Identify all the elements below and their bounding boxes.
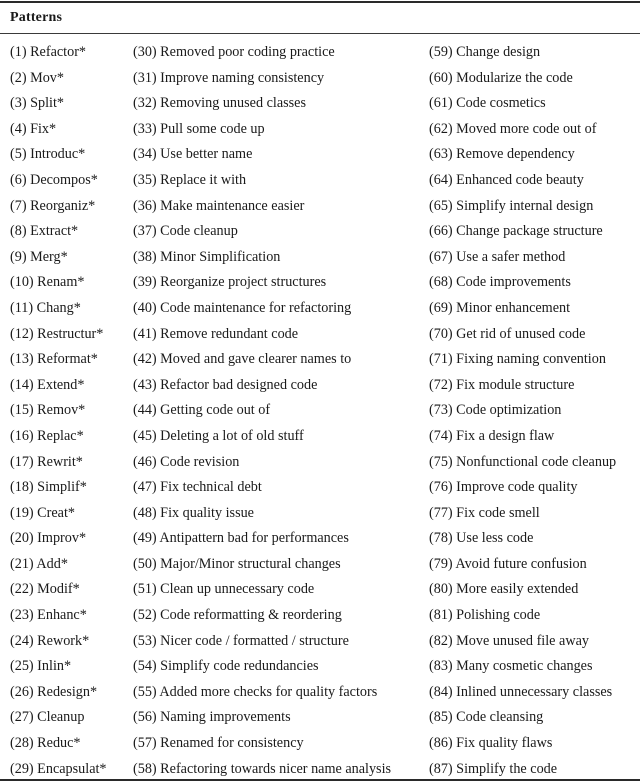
- pattern-cell: (47) Fix technical debt: [133, 479, 262, 496]
- pattern-cell: (61) Code cosmetics: [429, 95, 546, 112]
- table-row: [0, 168, 640, 194]
- pattern-cell: (69) Minor enhancement: [429, 299, 571, 316]
- pattern-cell: (84) Inlined unnecessary classes: [429, 683, 613, 700]
- pattern-cell: (23) Enhanc*: [10, 607, 87, 624]
- pattern-cell: (56) Naming improvements: [133, 709, 291, 726]
- pattern-cell: (48) Fix quality issue: [133, 504, 254, 521]
- pattern-cell: (2) Mov*: [10, 69, 64, 86]
- pattern-cell: (7) Reorganiz*: [10, 197, 96, 214]
- pattern-cell: (38) Minor Simplification: [133, 248, 281, 265]
- pattern-cell: (21) Add*: [10, 555, 68, 572]
- pattern-cell: (68) Code improvements: [429, 274, 571, 291]
- pattern-cell: (77) Fix code smell: [429, 504, 540, 521]
- table-row: [0, 373, 640, 399]
- pattern-cell: (19) Creat*: [10, 504, 76, 521]
- table-bottom-rule: [0, 779, 640, 781]
- pattern-cell: (29) Encapsulat*: [10, 760, 107, 777]
- table-row: [0, 705, 640, 731]
- pattern-cell: (18) Simplif*: [10, 479, 87, 496]
- pattern-cell: (87) Simplify the code: [429, 760, 558, 777]
- pattern-cell: (78) Use less code: [429, 530, 534, 547]
- table-row: [0, 245, 640, 271]
- pattern-cell: (14) Extend*: [10, 376, 85, 393]
- pattern-cell: (31) Improve naming consistency: [133, 69, 325, 86]
- table-row: [0, 347, 640, 373]
- pattern-cell: (55) Added more checks for quality factors: [133, 683, 378, 700]
- table-row: [0, 219, 640, 245]
- pattern-cell: (64) Enhanced code beauty: [429, 171, 584, 188]
- table-row: [0, 91, 640, 117]
- table-row: [0, 475, 640, 501]
- pattern-cell: (41) Remove redundant code: [133, 325, 299, 342]
- pattern-cell: (30) Removed poor coding practice: [133, 44, 335, 60]
- table-row: [0, 577, 640, 603]
- table-row: [0, 526, 640, 552]
- pattern-cell: (44) Getting code out of: [133, 402, 271, 419]
- pattern-cell: (27) Cleanup: [10, 709, 85, 726]
- pattern-cell: (16) Replac*: [10, 427, 84, 444]
- table-header-rule: [0, 33, 640, 34]
- pattern-cell: (9) Merg*: [10, 248, 68, 265]
- pattern-cell: (70) Get rid of unused code: [429, 325, 586, 342]
- pattern-cell: (74) Fix a design flaw: [429, 427, 555, 444]
- pattern-cell: (6) Decompos*: [10, 171, 98, 188]
- table-row: [0, 296, 640, 322]
- pattern-cell: (81) Polishing code: [429, 607, 541, 624]
- table-row: [0, 66, 640, 92]
- table-row: [0, 398, 640, 424]
- pattern-cell: (82) Move unused file away: [429, 632, 589, 649]
- pattern-cell: (62) Moved more code out of: [429, 120, 597, 137]
- pattern-cell: (76) Improve code quality: [429, 479, 578, 496]
- pattern-cell: (50) Major/Minor structural changes: [133, 555, 341, 572]
- pattern-cell: (46) Code revision: [133, 453, 240, 470]
- table-row: [0, 450, 640, 476]
- pattern-cell: (11) Chang*: [10, 299, 81, 316]
- table-row: [0, 552, 640, 578]
- table-row: [0, 629, 640, 655]
- pattern-cell: (22) Modif*: [10, 581, 80, 598]
- pattern-cell: (40) Code maintenance for refactoring: [133, 299, 352, 316]
- patterns-table: [0, 40, 640, 782]
- pattern-cell: (28) Reduc*: [10, 735, 81, 752]
- pattern-cell: (49) Antipattern bad for performances: [133, 530, 349, 547]
- pattern-cell: (54) Simplify code redundancies: [133, 658, 319, 675]
- pattern-cell: (66) Change package structure: [429, 223, 603, 240]
- table-row: [0, 654, 640, 680]
- pattern-cell: (72) Fix module structure: [429, 376, 575, 393]
- pattern-cell: (53) Nicer code / formatted / structure: [133, 632, 349, 649]
- pattern-cell: (17) Rewrit*: [10, 453, 83, 470]
- pattern-cell: (60) Modularize the code: [429, 69, 573, 86]
- pattern-cell: (57) Renamed for consistency: [133, 735, 304, 752]
- table-row: [0, 731, 640, 757]
- pattern-cell: (10) Renam*: [10, 274, 85, 291]
- pattern-cell: (42) Moved and gave clearer names to: [133, 351, 352, 368]
- pattern-cell: (83) Many cosmetic changes: [429, 658, 593, 675]
- pattern-cell: (73) Code optimization: [429, 402, 562, 419]
- table-row: [0, 117, 640, 143]
- pattern-cell: (35) Replace it with: [133, 171, 247, 188]
- pattern-cell: (79) Avoid future confusion: [429, 555, 587, 572]
- pattern-cell: (20) Improv*: [10, 530, 87, 547]
- pattern-cell: (43) Refactor bad designed code: [133, 376, 318, 393]
- pattern-cell: (12) Restructur*: [10, 325, 104, 342]
- pattern-cell: (75) Nonfunctional code cleanup: [429, 453, 617, 470]
- pattern-cell: (34) Use better name: [133, 146, 253, 163]
- pattern-cell: (45) Deleting a lot of old stuff: [133, 427, 304, 444]
- table-header-patterns: Patterns: [10, 10, 63, 25]
- table-row: [0, 680, 640, 706]
- table-row: [0, 322, 640, 348]
- pattern-cell: (58) Refactoring towards nicer name analysis: [133, 760, 392, 777]
- pattern-cell: (71) Fixing naming convention: [429, 351, 606, 368]
- pattern-cell: (80) More easily extended: [429, 581, 579, 598]
- pattern-cell: (51) Clean up unnecessary code: [133, 581, 315, 598]
- pattern-cell: (67) Use a safer method: [429, 248, 566, 265]
- table-row: [0, 501, 640, 527]
- pattern-cell: (4) Fix*: [10, 120, 57, 137]
- pattern-cell: (39) Reorganize project structures: [133, 274, 327, 291]
- pattern-cell: (37) Code cleanup: [133, 223, 238, 240]
- table-row: [0, 603, 640, 629]
- pattern-cell: (8) Extract*: [10, 223, 79, 240]
- pattern-cell: (26) Redesign*: [10, 683, 98, 700]
- table-row: [0, 142, 640, 168]
- pattern-cell: (86) Fix quality flaws: [429, 735, 553, 752]
- pattern-cell: (33) Pull some code up: [133, 120, 265, 137]
- pattern-cell: (5) Introduc*: [10, 146, 86, 163]
- pattern-cell: (24) Rework*: [10, 632, 90, 649]
- pattern-cell: (59) Change design: [429, 44, 541, 60]
- pattern-cell: (63) Remove dependency: [429, 146, 575, 163]
- pattern-cell: (52) Code reformatting & reordering: [133, 607, 342, 624]
- table-row: [0, 40, 640, 66]
- pattern-cell: (13) Reformat*: [10, 351, 98, 368]
- table-row: [0, 424, 640, 450]
- pattern-cell: (25) Inlin*: [10, 658, 72, 675]
- pattern-cell: (36) Make maintenance easier: [133, 197, 305, 214]
- table-top-rule: [0, 1, 640, 3]
- table-row: [0, 270, 640, 296]
- pattern-cell: (1) Refactor*: [10, 44, 87, 60]
- pattern-cell: (3) Split*: [10, 95, 64, 112]
- pattern-cell: (15) Remov*: [10, 402, 86, 419]
- pattern-cell: (65) Simplify internal design: [429, 197, 594, 214]
- pattern-cell: (85) Code cleansing: [429, 709, 544, 726]
- pattern-cell: (32) Removing unused classes: [133, 95, 306, 112]
- table-row: [0, 194, 640, 220]
